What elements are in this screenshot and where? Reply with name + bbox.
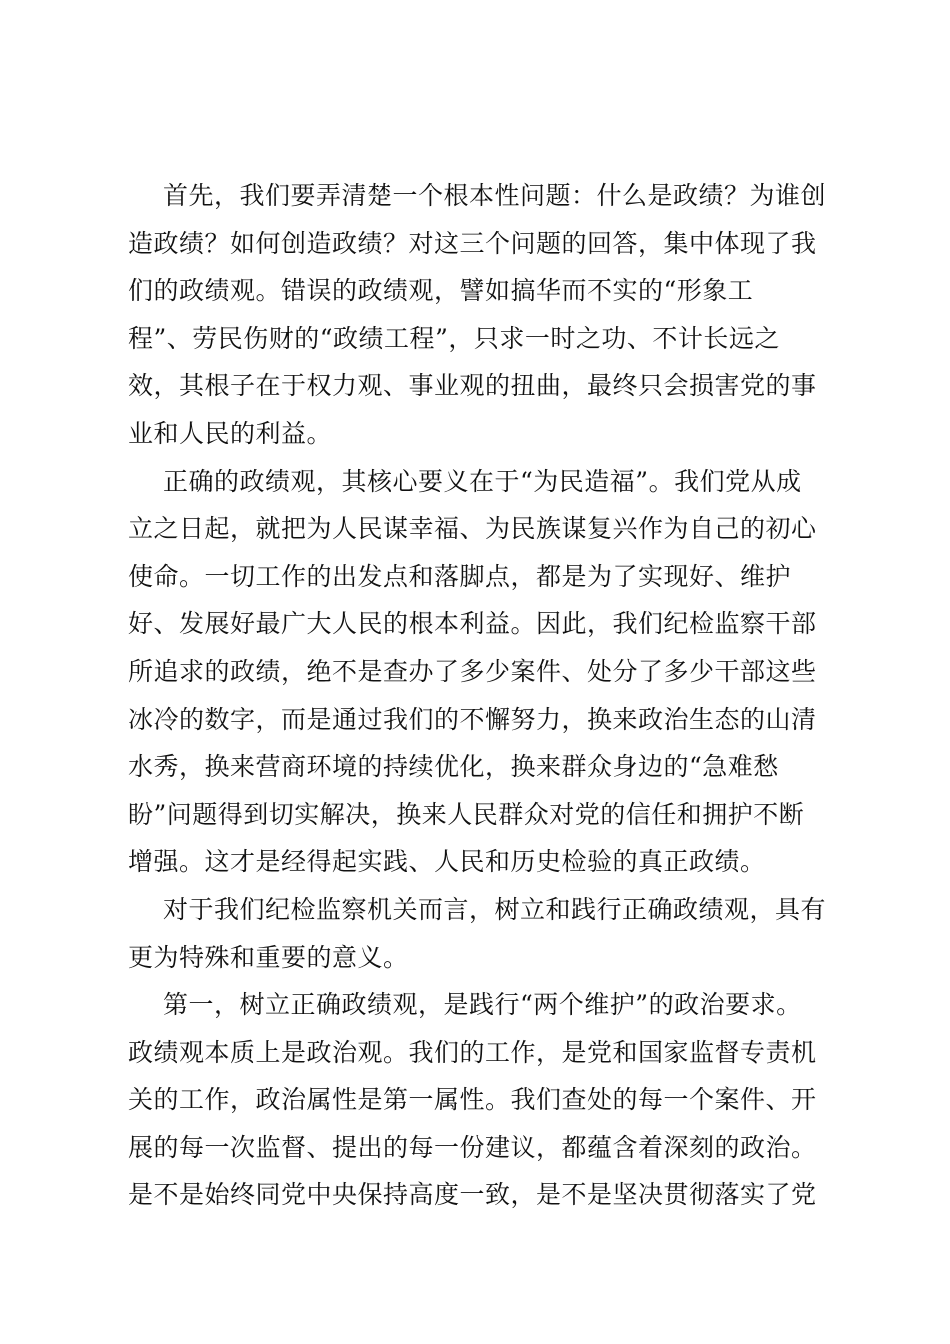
text-line: 正确的政绩观，其核心要义在于“为民造福”。我们党从成 [163,466,802,496]
text-line: 是不是始终同党中央保持高度一致，是不是坚决贯彻落实了党 [128,1180,817,1210]
paragraph-2 [128,458,828,886]
text-line: 程”、劳民伤财的“政绩工程”，只求一时之功、不计长远之 [128,323,780,353]
text-line: 造政绩？如何创造政绩？对这三个问题的回答，集中体现了我 [128,228,817,258]
paragraph-4 [128,981,828,1219]
text-line: 好、发展好最广大人民的根本利益。因此，我们纪检监察干部 [128,609,817,639]
text-line: 效，其根子在于权力观、事业观的扭曲，最终只会损害党的事 [128,371,817,401]
text-line: 盼”问题得到切实解决，换来人民群众对党的信任和拥护不断 [128,799,805,829]
text-line: 对于我们纪检监察机关而言，树立和践行正确政绩观，具有 [163,894,827,924]
paragraph-1 [128,172,828,458]
text-line: 关的工作，政治属性是第一属性。我们查处的每一个案件、开 [128,1085,817,1115]
text-line: 展的每一次监督、提出的每一份建议，都蕴含着深刻的政治。 [128,1132,817,1162]
text-line: 政绩观本质上是政治观。我们的工作，是党和国家监督专责机 [128,1037,817,1067]
text-line: 所追求的政绩，绝不是查办了多少案件、处分了多少干部这些 [128,656,817,686]
text-line: 水秀，换来营商环境的持续优化，换来群众身边的“急难愁 [128,752,779,782]
text-line: 第一，树立正确政绩观，是践行“两个维护”的政治要求。 [163,990,802,1020]
text-line: 更为特殊和重要的意义。 [128,942,409,972]
document-body [128,172,828,1219]
text-line: 增强。这才是经得起实践、人民和历史检验的真正政绩。 [128,847,766,877]
text-line: 冰冷的数字，而是通过我们的不懈努力，换来政治生态的山清 [128,704,817,734]
text-line: 使命。一切工作的出发点和落脚点，都是为了实现好、维护 [128,561,792,591]
text-line: 业和人民的利益。 [128,418,333,448]
text-line: 首先，我们要弄清楚一个根本性问题：什么是政绩？为谁创 [163,181,827,210]
text-line: 立之日起，就把为人民谋幸福、为民族谋复兴作为自己的初心 [128,514,817,544]
text-line: 们的政绩观。错误的政绩观，譬如搞华而不实的“形象工 [128,276,754,306]
paragraph-3 [128,886,828,981]
